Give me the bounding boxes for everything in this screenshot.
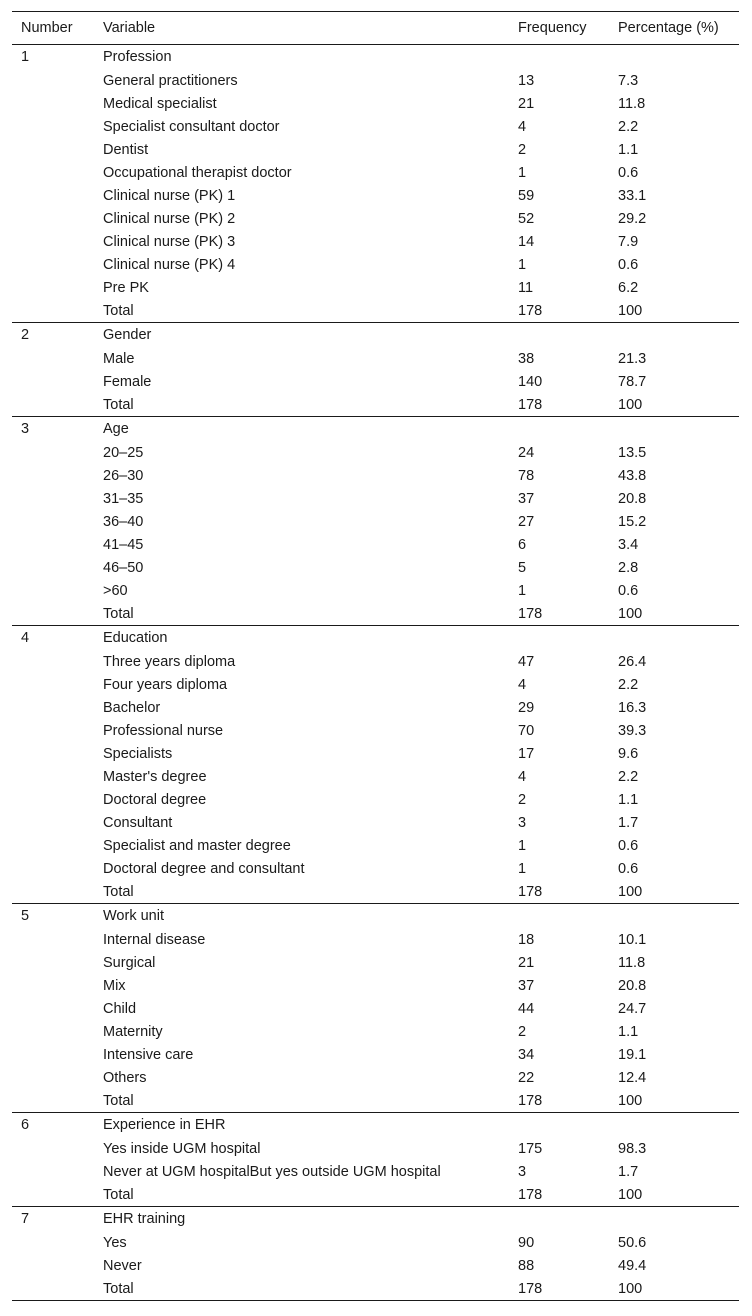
table-row [12, 834, 739, 857]
table-row [12, 857, 739, 880]
empty-cell [12, 1066, 94, 1089]
variable-cell: Total [94, 299, 509, 323]
empty-cell [12, 1183, 94, 1207]
table-row [12, 487, 739, 510]
group-header-row [12, 904, 739, 929]
empty-cell [12, 1020, 94, 1043]
table-row [12, 1183, 739, 1207]
variable-cell: Clinical nurse (PK) 1 [103, 187, 236, 204]
frequency-cell: 2 [518, 1023, 527, 1040]
percentage-cell: 0.6 [618, 860, 639, 877]
table-row [12, 673, 739, 696]
percentage-cell: 1.7 [618, 1163, 639, 1180]
empty-cell [12, 928, 94, 951]
group-number: 1 [21, 49, 30, 65]
empty-cell [12, 673, 94, 696]
empty-cell [12, 253, 94, 276]
percentage-cell: 100 [609, 1277, 739, 1301]
variable-cell: Others [103, 1069, 147, 1086]
variable-cell: Intensive care [103, 1046, 194, 1063]
percentage-cell: 15.2 [618, 513, 647, 530]
frequency-cell: 13 [518, 72, 535, 89]
frequency-cell: 88 [518, 1257, 535, 1274]
percentage-cell: 11.8 [618, 95, 646, 112]
percentage-cell: 100 [609, 299, 739, 323]
percentage-cell: 100 [609, 1089, 739, 1113]
group-number: 3 [21, 421, 30, 437]
variable-cell: 46–50 [103, 559, 144, 576]
group-header-row [12, 417, 739, 442]
frequency-cell: 178 [509, 1277, 609, 1301]
percentage-cell: 16.3 [618, 699, 647, 716]
empty-cell [12, 811, 94, 834]
empty-cell [12, 1231, 94, 1254]
group-number: 7 [21, 1211, 30, 1227]
variable-cell: Total [94, 880, 509, 904]
table-row [12, 299, 739, 323]
variable-cell: Master's degree [103, 768, 207, 785]
empty-cell [609, 904, 739, 929]
frequency-cell: 1 [518, 860, 527, 877]
variable-cell: >60 [103, 582, 128, 599]
variable-cell: Total [94, 602, 509, 626]
variable-cell: 31–35 [103, 490, 144, 507]
table-row [12, 1254, 739, 1277]
variable-cell: Dentist [103, 141, 149, 158]
group-number: 4 [21, 630, 30, 646]
group-header-row [12, 1207, 739, 1232]
group-title: Gender [103, 327, 152, 343]
empty-cell [12, 974, 94, 997]
column-header-variable: Variable [94, 12, 509, 45]
percentage-cell: 29.2 [618, 210, 647, 227]
variable-cell: General practitioners [103, 72, 238, 89]
percentage-cell: 1.1 [618, 141, 639, 158]
frequency-cell: 140 [518, 373, 543, 390]
empty-cell [509, 1113, 609, 1138]
variable-cell: 26–30 [103, 467, 144, 484]
table-row [12, 441, 739, 464]
empty-cell [12, 441, 94, 464]
variable-cell: Total [94, 1277, 509, 1301]
percentage-cell: 100 [609, 393, 739, 417]
frequency-cell: 6 [518, 536, 527, 553]
table-row [12, 650, 739, 673]
frequency-cell: 21 [518, 954, 535, 971]
percentage-cell: 3.4 [618, 536, 639, 553]
group-title: Education [103, 630, 168, 646]
empty-cell [609, 417, 739, 442]
frequency-cell: 34 [518, 1046, 535, 1063]
empty-cell [509, 904, 609, 929]
table-row [12, 230, 739, 253]
frequency-cell: 178 [509, 880, 609, 904]
column-header-number: Number [12, 12, 94, 45]
table-row [12, 533, 739, 556]
variable-cell: Child [103, 1000, 137, 1017]
group-title: Experience in EHR [103, 1117, 226, 1133]
percentage-cell: 39.3 [618, 722, 647, 739]
respondent-characteristics-table [12, 11, 739, 1301]
frequency-cell: 2 [518, 141, 527, 158]
variable-cell: Bachelor [103, 699, 161, 716]
frequency-cell: 24 [518, 444, 535, 461]
percentage-cell: 0.6 [618, 164, 639, 181]
frequency-cell: 14 [518, 233, 535, 250]
percentage-cell: 2.2 [618, 118, 639, 135]
empty-cell [609, 45, 739, 70]
empty-cell [509, 417, 609, 442]
percentage-cell: 24.7 [618, 1000, 647, 1017]
empty-cell [12, 69, 94, 92]
frequency-cell: 52 [518, 210, 535, 227]
empty-cell [609, 1113, 739, 1138]
group-title: Profession [103, 49, 172, 65]
table-row [12, 765, 739, 788]
table-row [12, 115, 739, 138]
table-row [12, 1137, 739, 1160]
frequency-cell: 175 [518, 1140, 543, 1157]
frequency-cell: 38 [518, 350, 535, 367]
variable-cell: Total [94, 1183, 509, 1207]
variable-cell: Clinical nurse (PK) 3 [103, 233, 236, 250]
percentage-cell: 20.8 [618, 977, 647, 994]
percentage-cell: 12.4 [618, 1069, 647, 1086]
group-header-row [12, 323, 739, 348]
percentage-cell: 100 [609, 880, 739, 904]
percentage-cell: 13.5 [618, 444, 647, 461]
empty-cell [12, 230, 94, 253]
table-row [12, 92, 739, 115]
variable-cell: Female [103, 373, 152, 390]
frequency-cell: 22 [518, 1069, 535, 1086]
table-row [12, 602, 739, 626]
frequency-cell: 37 [518, 490, 535, 507]
variable-cell: Yes inside UGM hospital [103, 1140, 261, 1157]
empty-cell [12, 533, 94, 556]
frequency-cell: 4 [518, 118, 527, 135]
table-row [12, 928, 739, 951]
frequency-cell: 1 [518, 256, 527, 273]
percentage-cell: 98.3 [618, 1140, 647, 1157]
percentage-cell: 43.8 [618, 467, 647, 484]
variable-cell: Specialist consultant doctor [103, 118, 280, 135]
table-row [12, 1160, 739, 1183]
empty-cell [12, 650, 94, 673]
variable-cell: Never at UGM hospitalBut yes outside UGM hospital [103, 1163, 441, 1180]
percentage-cell: 0.6 [618, 256, 639, 273]
variable-cell: Specialist and master degree [103, 837, 291, 854]
empty-cell [12, 1160, 94, 1183]
frequency-cell: 21 [518, 95, 535, 112]
table-row [12, 696, 739, 719]
frequency-cell: 1 [518, 164, 527, 181]
table-row [12, 1231, 739, 1254]
table-row [12, 1089, 739, 1113]
empty-cell [12, 207, 94, 230]
percentage-cell: 7.9 [618, 233, 639, 250]
table-row [12, 138, 739, 161]
table-row [12, 1043, 739, 1066]
group-number: 5 [21, 908, 30, 924]
table-header [12, 12, 739, 45]
empty-cell [12, 92, 94, 115]
percentage-cell: 6.2 [618, 279, 639, 296]
variable-cell: Total [94, 393, 509, 417]
percentage-cell: 33.1 [618, 187, 647, 204]
frequency-cell: 178 [509, 393, 609, 417]
table-row [12, 811, 739, 834]
empty-cell [12, 1043, 94, 1066]
frequency-cell: 3 [518, 814, 527, 831]
frequency-cell: 4 [518, 768, 527, 785]
group-title: Work unit [103, 908, 164, 924]
table-row [12, 464, 739, 487]
variable-cell: Three years diploma [103, 653, 236, 670]
variable-cell: Surgical [103, 954, 156, 971]
variable-cell: 41–45 [103, 536, 144, 553]
percentage-cell: 100 [609, 602, 739, 626]
variable-cell: Doctoral degree [103, 791, 207, 808]
variable-cell: Internal disease [103, 931, 206, 948]
percentage-cell: 2.8 [618, 559, 639, 576]
empty-cell [509, 626, 609, 651]
frequency-cell: 178 [509, 1183, 609, 1207]
group-number: 6 [21, 1117, 30, 1133]
frequency-cell: 37 [518, 977, 535, 994]
table-row [12, 719, 739, 742]
percentage-cell: 7.3 [618, 72, 639, 89]
empty-cell [12, 299, 94, 323]
header-row [12, 12, 739, 45]
variable-cell: Never [103, 1257, 142, 1274]
frequency-cell: 5 [518, 559, 527, 576]
table-row [12, 742, 739, 765]
percentage-cell: 100 [609, 1183, 739, 1207]
table-row [12, 579, 739, 602]
percentage-cell: 1.1 [618, 791, 639, 808]
group-header-row [12, 45, 739, 70]
frequency-cell: 47 [518, 653, 535, 670]
percentage-cell: 26.4 [618, 653, 647, 670]
variable-cell: Clinical nurse (PK) 2 [103, 210, 236, 227]
percentage-cell: 21.3 [618, 350, 647, 367]
empty-cell [12, 1089, 94, 1113]
variable-cell: Male [103, 350, 135, 367]
empty-cell [12, 347, 94, 370]
empty-cell [12, 370, 94, 393]
table-row [12, 974, 739, 997]
table-row [12, 788, 739, 811]
table-row [12, 370, 739, 393]
frequency-cell: 178 [509, 1089, 609, 1113]
empty-cell [12, 834, 94, 857]
empty-cell [12, 1254, 94, 1277]
variable-cell: Clinical nurse (PK) 4 [103, 256, 236, 273]
table-row [12, 1020, 739, 1043]
table-row [12, 253, 739, 276]
table-row [12, 880, 739, 904]
group-header-row [12, 626, 739, 651]
table-row [12, 161, 739, 184]
frequency-cell: 4 [518, 676, 527, 693]
empty-cell [12, 788, 94, 811]
frequency-cell: 11 [518, 279, 534, 296]
table-row [12, 1277, 739, 1301]
percentage-cell: 1.1 [618, 1023, 639, 1040]
frequency-cell: 3 [518, 1163, 527, 1180]
table-body [12, 45, 739, 1301]
table-row [12, 997, 739, 1020]
percentage-cell: 0.6 [618, 837, 639, 854]
empty-cell [12, 161, 94, 184]
frequency-cell: 70 [518, 722, 535, 739]
table-row [12, 184, 739, 207]
variable-cell: Consultant [103, 814, 173, 831]
empty-cell [609, 323, 739, 348]
variable-cell: Professional nurse [103, 722, 224, 739]
frequency-cell: 1 [518, 582, 527, 599]
empty-cell [12, 579, 94, 602]
group-header-row [12, 1113, 739, 1138]
empty-cell [12, 393, 94, 417]
group-title: EHR training [103, 1211, 186, 1227]
empty-cell [12, 719, 94, 742]
frequency-cell: 90 [518, 1234, 535, 1251]
variable-cell: Medical specialist [103, 95, 217, 112]
variable-cell: Specialists [103, 745, 173, 762]
percentage-cell: 20.8 [618, 490, 647, 507]
empty-cell [12, 696, 94, 719]
empty-cell [12, 115, 94, 138]
frequency-cell: 44 [518, 1000, 535, 1017]
frequency-cell: 1 [518, 837, 527, 854]
empty-cell [12, 184, 94, 207]
variable-cell: Yes [103, 1234, 127, 1251]
frequency-cell: 29 [518, 699, 535, 716]
empty-cell [509, 323, 609, 348]
variable-cell: Pre PK [103, 279, 149, 296]
percentage-cell: 10.1 [618, 931, 647, 948]
frequency-cell: 78 [518, 467, 535, 484]
variable-cell: 36–40 [103, 513, 144, 530]
table-row [12, 347, 739, 370]
empty-cell [12, 951, 94, 974]
empty-cell [12, 1137, 94, 1160]
percentage-cell: 2.2 [618, 768, 639, 785]
table-row [12, 393, 739, 417]
column-header-frequency: Frequency [509, 12, 609, 45]
frequency-cell: 18 [518, 931, 535, 948]
frequency-cell: 178 [509, 299, 609, 323]
percentage-cell: 49.4 [618, 1257, 647, 1274]
variable-cell: Maternity [103, 1023, 163, 1040]
column-header-percentage: Percentage (%) [609, 12, 739, 45]
table-row [12, 510, 739, 533]
empty-cell [12, 765, 94, 788]
empty-cell [12, 510, 94, 533]
percentage-cell: 78.7 [618, 373, 647, 390]
percentage-cell: 19.1 [618, 1046, 647, 1063]
variable-cell: 20–25 [103, 444, 144, 461]
empty-cell [509, 45, 609, 70]
frequency-cell: 27 [518, 513, 535, 530]
variable-cell: Doctoral degree and consultant [103, 860, 305, 877]
table-row [12, 1066, 739, 1089]
empty-cell [12, 487, 94, 510]
percentage-cell: 0.6 [618, 582, 639, 599]
percentage-cell: 50.6 [618, 1234, 647, 1251]
frequency-cell: 17 [518, 745, 535, 762]
table-row [12, 207, 739, 230]
variable-cell: Four years diploma [103, 676, 228, 693]
frequency-cell: 2 [518, 791, 527, 808]
empty-cell [609, 1207, 739, 1232]
group-title: Age [103, 421, 129, 437]
empty-cell [12, 1277, 94, 1301]
empty-cell [12, 464, 94, 487]
empty-cell [12, 742, 94, 765]
percentage-cell: 2.2 [618, 676, 639, 693]
frequency-cell: 59 [518, 187, 535, 204]
group-number: 2 [21, 327, 30, 343]
empty-cell [12, 602, 94, 626]
percentage-cell: 9.6 [618, 745, 639, 762]
frequency-cell: 178 [509, 602, 609, 626]
empty-cell [12, 857, 94, 880]
empty-cell [12, 997, 94, 1020]
table-row [12, 951, 739, 974]
variable-cell: Mix [103, 977, 126, 994]
empty-cell [609, 626, 739, 651]
empty-cell [12, 880, 94, 904]
percentage-cell: 1.7 [618, 814, 639, 831]
table-row [12, 276, 739, 299]
table-row [12, 556, 739, 579]
empty-cell [12, 556, 94, 579]
empty-cell [509, 1207, 609, 1232]
empty-cell [12, 138, 94, 161]
percentage-cell: 11.8 [618, 954, 646, 971]
variable-cell: Total [94, 1089, 509, 1113]
table-row [12, 69, 739, 92]
variable-cell: Occupational therapist doctor [103, 164, 292, 181]
empty-cell [12, 276, 94, 299]
